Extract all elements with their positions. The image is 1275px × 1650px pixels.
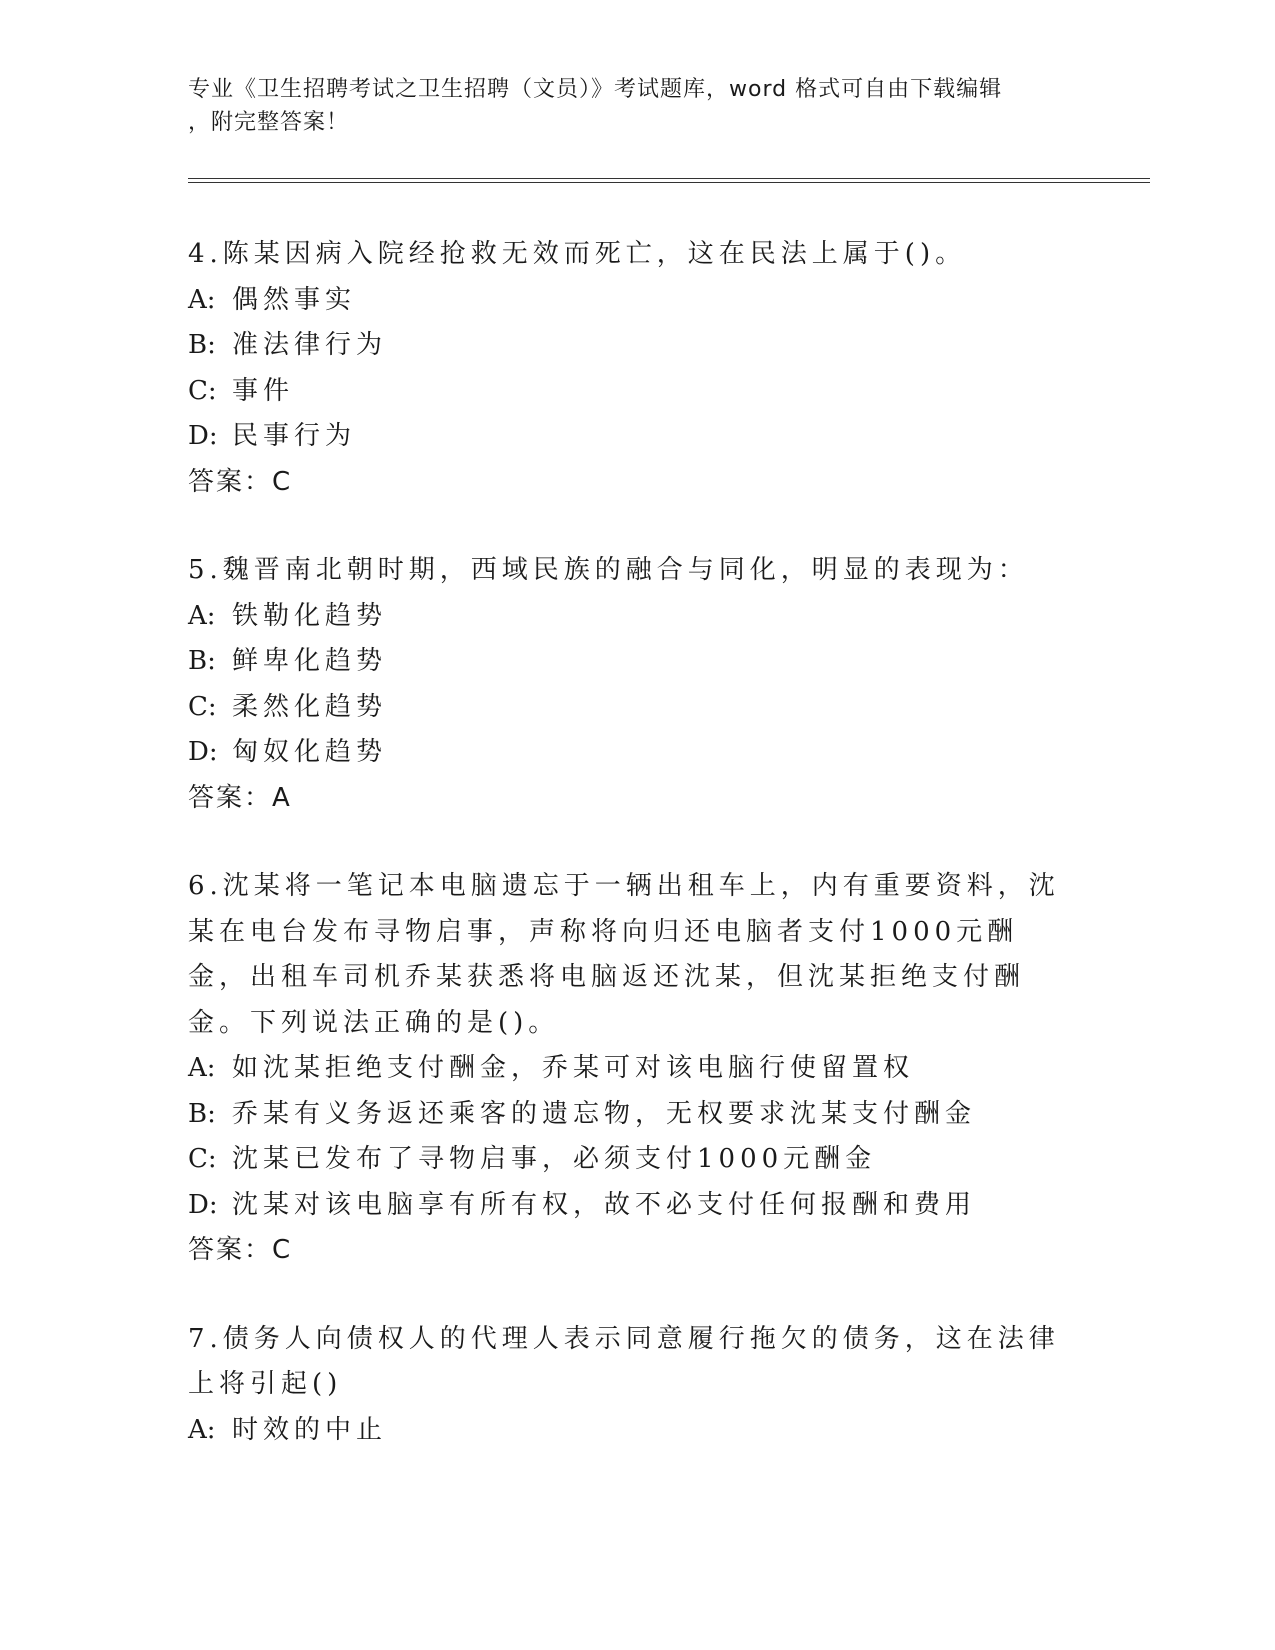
- option-a: [188, 278, 1088, 324]
- question-6: [188, 864, 1088, 1274]
- option-text: 鲜卑化趋势: [232, 646, 388, 676]
- option-text: 沈某已发布了寻物启事，必须支付1000元酬金: [232, 1144, 877, 1174]
- option-text: 时效的中止: [232, 1414, 388, 1445]
- answer-line: 答案：A: [188, 782, 292, 813]
- option-letter: C:: [188, 1144, 217, 1174]
- question-list: [188, 232, 1088, 1496]
- option-letter: B:: [188, 1098, 216, 1129]
- question-stem: 5.魏晋南北朝时期，西域民族的融合与同化，明显的表现为：: [188, 555, 1029, 585]
- option-c: [188, 685, 1088, 731]
- option-letter: C:: [188, 375, 217, 406]
- option-letter: B:: [188, 330, 216, 360]
- option-letter: A:: [188, 600, 216, 631]
- option-text: 准法律行为: [232, 330, 388, 360]
- question-4: [188, 232, 1088, 505]
- option-letter: A:: [188, 1414, 216, 1445]
- question-7: [188, 1317, 1088, 1454]
- option-letter: D:: [188, 737, 218, 767]
- header-line-1: 专业《卫生招聘考试之卫生招聘（文员）》考试题库，word 格式可自由下载编辑: [188, 77, 1003, 102]
- question-stem: 7.债务人向债权人的代理人表示同意履行拖欠的债务，这在法律上将引起(): [188, 1323, 1060, 1399]
- question-5: [188, 548, 1088, 821]
- option-text: 沈某对该电脑享有所有权，故不必支付任何报酬和费用: [232, 1189, 977, 1220]
- header-divider: [188, 178, 1150, 183]
- option-text: 偶然事实: [232, 284, 357, 315]
- option-a: [188, 1408, 1088, 1454]
- option-text: 铁勒化趋势: [232, 600, 388, 631]
- option-d: [188, 730, 1088, 776]
- option-c: [188, 1137, 1088, 1183]
- option-text: 事件: [232, 375, 295, 406]
- option-letter: D:: [188, 421, 218, 451]
- document-header: [188, 73, 1088, 139]
- option-b: [188, 639, 1088, 685]
- option-text: 民事行为: [232, 421, 357, 451]
- option-a: [188, 1046, 1088, 1092]
- option-letter: A:: [188, 284, 216, 315]
- option-b: [188, 1092, 1088, 1138]
- option-letter: D:: [188, 1189, 218, 1220]
- option-c: [188, 369, 1088, 415]
- option-text: 柔然化趋势: [232, 691, 388, 722]
- option-d: [188, 1183, 1088, 1229]
- answer-line: 答案：C: [188, 1235, 293, 1265]
- option-d: [188, 414, 1088, 460]
- option-a: [188, 594, 1088, 640]
- option-letter: B:: [188, 646, 216, 676]
- option-b: [188, 323, 1088, 369]
- option-text: 乔某有义务返还乘客的遗忘物，无权要求沈某支付酬金: [232, 1098, 977, 1129]
- option-letter: C:: [188, 691, 217, 722]
- question-stem: 4.陈某因病入院经抢救无效而死亡，这在民法上属于()。: [188, 239, 967, 269]
- answer-line: 答案：C: [188, 466, 293, 497]
- option-text: 如沈某拒绝支付酬金，乔某可对该电脑行使留置权: [232, 1053, 915, 1083]
- option-letter: A:: [188, 1053, 216, 1083]
- option-text: 匈奴化趋势: [232, 737, 388, 767]
- header-line-2: ，附完整答案！: [188, 110, 350, 135]
- question-stem: 6.沈某将一笔记本电脑遗忘于一辆出租车上，内有重要资料，沈某在电台发布寻物启事，声称将向归还电脑者支付1000元酬金，出租车司机乔某获悉将电脑返还沈某，但沈某拒绝支付酬金。下列说法正确的是()。: [188, 871, 1060, 1038]
